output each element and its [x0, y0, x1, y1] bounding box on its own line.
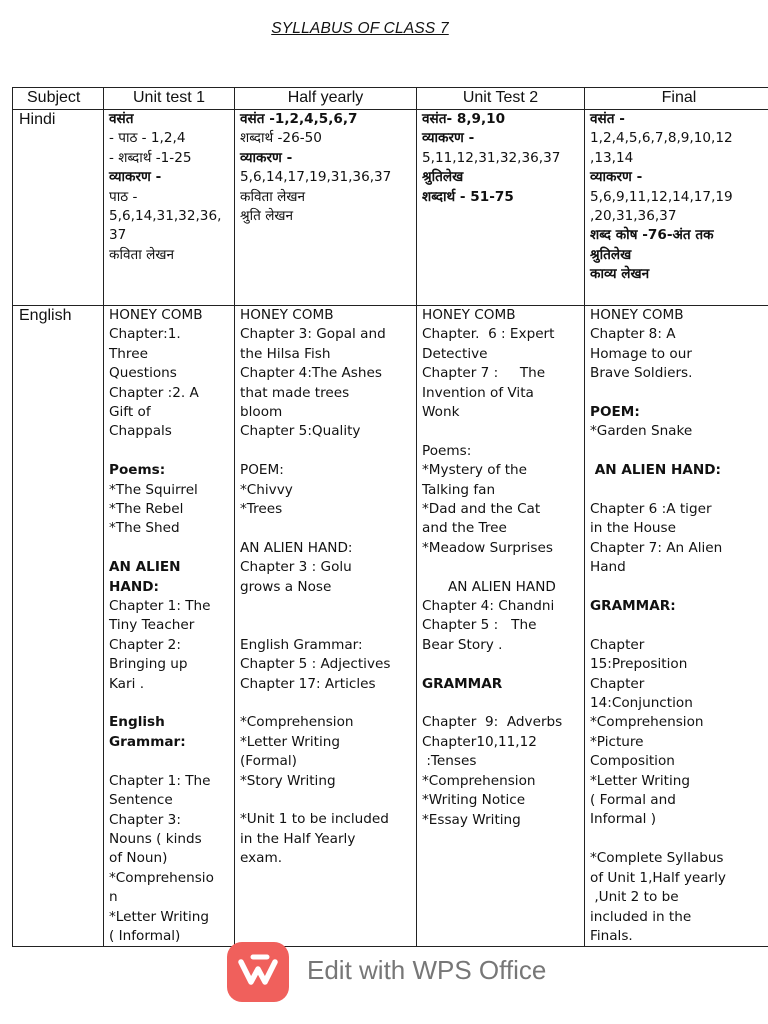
cell-line [240, 616, 411, 635]
cell-line: Chapter 1: The [109, 598, 211, 615]
header-unit-test-1: Unit test 1 [104, 88, 235, 110]
cell-line: Bringing up [109, 656, 188, 673]
cell-line: Chapter 2: [109, 636, 181, 653]
cell-line [422, 422, 579, 441]
cell-line: शब्दार्थ - 51-75 [422, 188, 514, 205]
english-unit-test-2-cell [417, 306, 585, 947]
cell-line: शब्दार्थ -26-50 [240, 130, 322, 147]
cell-line: Chapter 7 : The [422, 365, 546, 382]
cell-line: *Essay Writing [422, 811, 521, 828]
cell-line: Chapter 1: The [109, 772, 211, 789]
cell-line: Finals. [590, 927, 633, 944]
cell-line: 15:Preposition [590, 656, 688, 673]
cell-line: Brave Soldiers. [590, 365, 693, 382]
header-unit-test-2: Unit Test 2 [417, 88, 585, 110]
cell-line: *Comprehension [422, 772, 536, 789]
cell-line: वसंत [109, 111, 134, 127]
cell-line: Hand [590, 559, 626, 576]
cell-line: Chapter 4:The Ashes [240, 365, 382, 382]
cell-line: included in the [590, 908, 692, 925]
cell-line: that made trees [240, 384, 350, 401]
cell-line: पाठ - [109, 188, 138, 205]
hindi-unit-test-1-cell [104, 110, 235, 306]
cell-line: *Comprehension [240, 714, 354, 731]
cell-line: श्रुतिलेख [422, 169, 464, 186]
table-row-hindi [13, 110, 768, 306]
subject-english: English [13, 306, 104, 947]
cell-line: Three [109, 345, 148, 362]
hindi-half-yearly-cell [235, 110, 417, 306]
cell-line: n [109, 889, 118, 906]
cell-line: ( Informal) [109, 927, 181, 944]
cell-line: - शब्दार्थ -1-25 [109, 149, 192, 166]
cell-line: Chapter10,11,12 [422, 733, 537, 750]
cell-line [590, 481, 768, 500]
cell-line [422, 694, 579, 713]
cell-line: *Picture [590, 733, 644, 750]
cell-line: Chapter 17: Articles [240, 675, 376, 692]
cell-line [422, 558, 579, 577]
cell-line: *Unit 1 to be included [240, 811, 389, 828]
cell-line: - पाठ - 1,2,4 [109, 130, 186, 147]
cell-line: Grammar: [109, 733, 186, 750]
cell-line: *Chivvy [240, 481, 293, 498]
cell-line: AN ALIEN HAND: [590, 462, 721, 479]
hindi-unit-test-2-cell [417, 110, 585, 306]
cell-line: 37 [109, 227, 127, 244]
cell-line: 5,6,14,17,19,31,36,37 [240, 169, 392, 186]
cell-line: *The Rebel [109, 501, 184, 518]
cell-line: *Letter Writing [590, 772, 690, 789]
cell-line: कविता लेखन [240, 188, 305, 205]
cell-line: *Garden Snake [590, 423, 693, 440]
cell-line: *Letter Writing [240, 733, 340, 750]
cell-line: Chappals [109, 423, 172, 440]
cell-line: AN ALIEN HAND [422, 578, 556, 595]
cell-line: श्रुति लेखन [240, 208, 294, 225]
cell-line: Chapter [590, 636, 645, 653]
cell-line: HONEY COMB [422, 307, 516, 323]
cell-line: Chapter:1. [109, 326, 181, 343]
cell-line: bloom [240, 404, 283, 421]
cell-line: Informal ) [590, 811, 657, 828]
cell-line: Chapter 6 :A tiger [590, 501, 712, 518]
cell-line: the Hilsa Fish [240, 345, 331, 362]
english-half-yearly-cell [235, 306, 417, 947]
cell-line: in the Half Yearly [240, 830, 356, 847]
header-final: Final [585, 88, 768, 110]
cell-line: वसंत- 8,9,10 [422, 111, 506, 127]
cell-line: of Unit 1,Half yearly [590, 869, 726, 886]
cell-line: *Comprehension [590, 714, 704, 731]
cell-line: 5,6,9,11,12,14,17,19 [590, 188, 733, 205]
cell-line: and the Tree [422, 520, 507, 537]
cell-line [109, 752, 229, 771]
cell-line: Questions [109, 365, 177, 382]
cell-line: *The Squirrel [109, 481, 198, 498]
header-half-yearly: Half yearly [235, 88, 417, 110]
cell-line: Chapter. 6 : Expert [422, 326, 555, 343]
cell-line [590, 578, 768, 597]
cell-line: Chapter 5 : Adjectives [240, 656, 391, 673]
cell-line: *Comprehensio [109, 869, 214, 886]
cell-line: Chapter 3: Gopal and [240, 326, 386, 343]
cell-line: Chapter 8: A [590, 326, 676, 343]
cell-line [109, 694, 229, 713]
cell-line: 5,11,12,31,32,36,37 [422, 149, 561, 166]
cell-line: (Formal) [240, 753, 297, 770]
cell-line: Detective [422, 345, 488, 362]
cell-line: वसंत -1,2,4,5,6,7 [240, 111, 358, 127]
cell-line: ,Unit 2 to be [590, 889, 679, 906]
table-header-row [13, 88, 768, 110]
cell-line [240, 791, 411, 810]
cell-line: grows a Nose [240, 578, 332, 595]
cell-line: Chapter 3 : Golu [240, 559, 352, 576]
cell-line: HONEY COMB [109, 307, 203, 323]
cell-line: *Letter Writing [109, 908, 209, 925]
cell-line: Chapter [590, 675, 645, 692]
cell-line: *Mystery of the [422, 462, 528, 479]
cell-line: *Story Writing [240, 772, 336, 789]
english-final-cell [585, 306, 768, 947]
cell-line [590, 384, 768, 403]
cell-line: Chapter :2. A [109, 384, 199, 401]
cell-line: शब्द कोष -76-अंत तक [590, 227, 714, 244]
edit-with-wps-text[interactable]: Edit with WPS Office [307, 955, 547, 985]
cell-line: व्याकरण - [422, 130, 475, 147]
cell-line: *The Shed [109, 520, 180, 537]
cell-line: Gift of [109, 404, 151, 421]
cell-line: Composition [590, 753, 675, 770]
cell-line [109, 442, 229, 461]
cell-line [109, 539, 229, 558]
cell-line: Chapter 5 : The [422, 617, 537, 634]
cell-line: Chapter 9: Adverbs [422, 714, 563, 731]
cell-line: *Dad and the Cat [422, 501, 541, 518]
cell-line: GRAMMAR: [590, 598, 676, 615]
wps-footer[interactable] [227, 942, 567, 1002]
cell-line: *Meadow Surprises [422, 539, 553, 556]
cell-line: :Tenses [422, 753, 477, 770]
cell-line: *Writing Notice [422, 792, 526, 809]
cell-line: व्याकरण - [240, 149, 293, 166]
cell-line: 14:Conjunction [590, 695, 693, 712]
cell-line: POEM: [590, 404, 640, 421]
cell-line: English Grammar: [240, 636, 363, 653]
cell-line: काव्य लेखन [590, 266, 650, 283]
hindi-final-cell [585, 110, 768, 306]
cell-line: Bear Story . [422, 636, 503, 653]
cell-line: कविता लेखन [109, 246, 174, 263]
cell-line: Kari . [109, 675, 145, 692]
cell-line: Talking fan [422, 481, 496, 498]
cell-line [240, 442, 411, 461]
cell-line: Sentence [109, 792, 173, 809]
cell-line: exam. [240, 850, 283, 867]
cell-line: *Trees [240, 501, 283, 518]
cell-line: Wonk [422, 404, 460, 421]
cell-line: Tiny Teacher [109, 617, 195, 634]
cell-line: in the House [590, 520, 676, 537]
cell-line: 1,2,4,5,6,7,8,9,10,12 [590, 130, 733, 147]
cell-line: Homage to our [590, 345, 692, 362]
page-title: SYLLABUS OF CLASS 7 [271, 20, 449, 37]
cell-line [240, 597, 411, 616]
cell-line [590, 616, 768, 635]
syllabus-table [12, 87, 768, 947]
cell-line: HAND: [109, 578, 159, 595]
wps-logo-icon [227, 942, 289, 1002]
cell-line: श्रुतिलेख [590, 246, 632, 263]
cell-line: ,13,14 [590, 149, 634, 166]
cell-line: Poems: [109, 462, 166, 479]
cell-line [590, 830, 768, 849]
cell-line: of Noun) [109, 850, 168, 867]
cell-line: *Complete Syllabus [590, 850, 724, 867]
cell-line: Chapter 4: Chandni [422, 598, 555, 615]
cell-line: Chapter 5:Quality [240, 423, 361, 440]
cell-line [590, 442, 768, 461]
cell-line: English [109, 714, 165, 731]
subject-hindi: Hindi [13, 110, 104, 306]
cell-line: Invention of Vita [422, 384, 534, 401]
cell-line: HONEY COMB [590, 307, 684, 323]
cell-line: Chapter 7: An Alien [590, 539, 723, 556]
cell-line: व्याकरण - [590, 169, 643, 186]
cell-line: ( Formal and [590, 792, 676, 809]
cell-line: 5,6,14,31,32,36, [109, 208, 222, 225]
cell-line: POEM: [240, 462, 284, 479]
cell-line: AN ALIEN HAND: [240, 539, 353, 556]
header-subject: Subject [13, 88, 104, 110]
english-unit-test-1-cell [104, 306, 235, 947]
cell-line [240, 519, 411, 538]
table-row-english [13, 306, 768, 947]
cell-line: HONEY COMB [240, 307, 334, 323]
cell-line: GRAMMAR [422, 675, 503, 692]
cell-line: वसंत - [590, 111, 625, 127]
cell-line: व्याकरण - [109, 169, 162, 186]
cell-line: Poems: [422, 442, 472, 459]
cell-line: ,20,31,36,37 [590, 208, 677, 225]
cell-line [422, 655, 579, 674]
cell-line: AN ALIEN [109, 559, 181, 576]
cell-line: Nouns ( kinds [109, 830, 202, 847]
cell-line: Chapter 3: [109, 811, 181, 828]
cell-line [240, 694, 411, 713]
